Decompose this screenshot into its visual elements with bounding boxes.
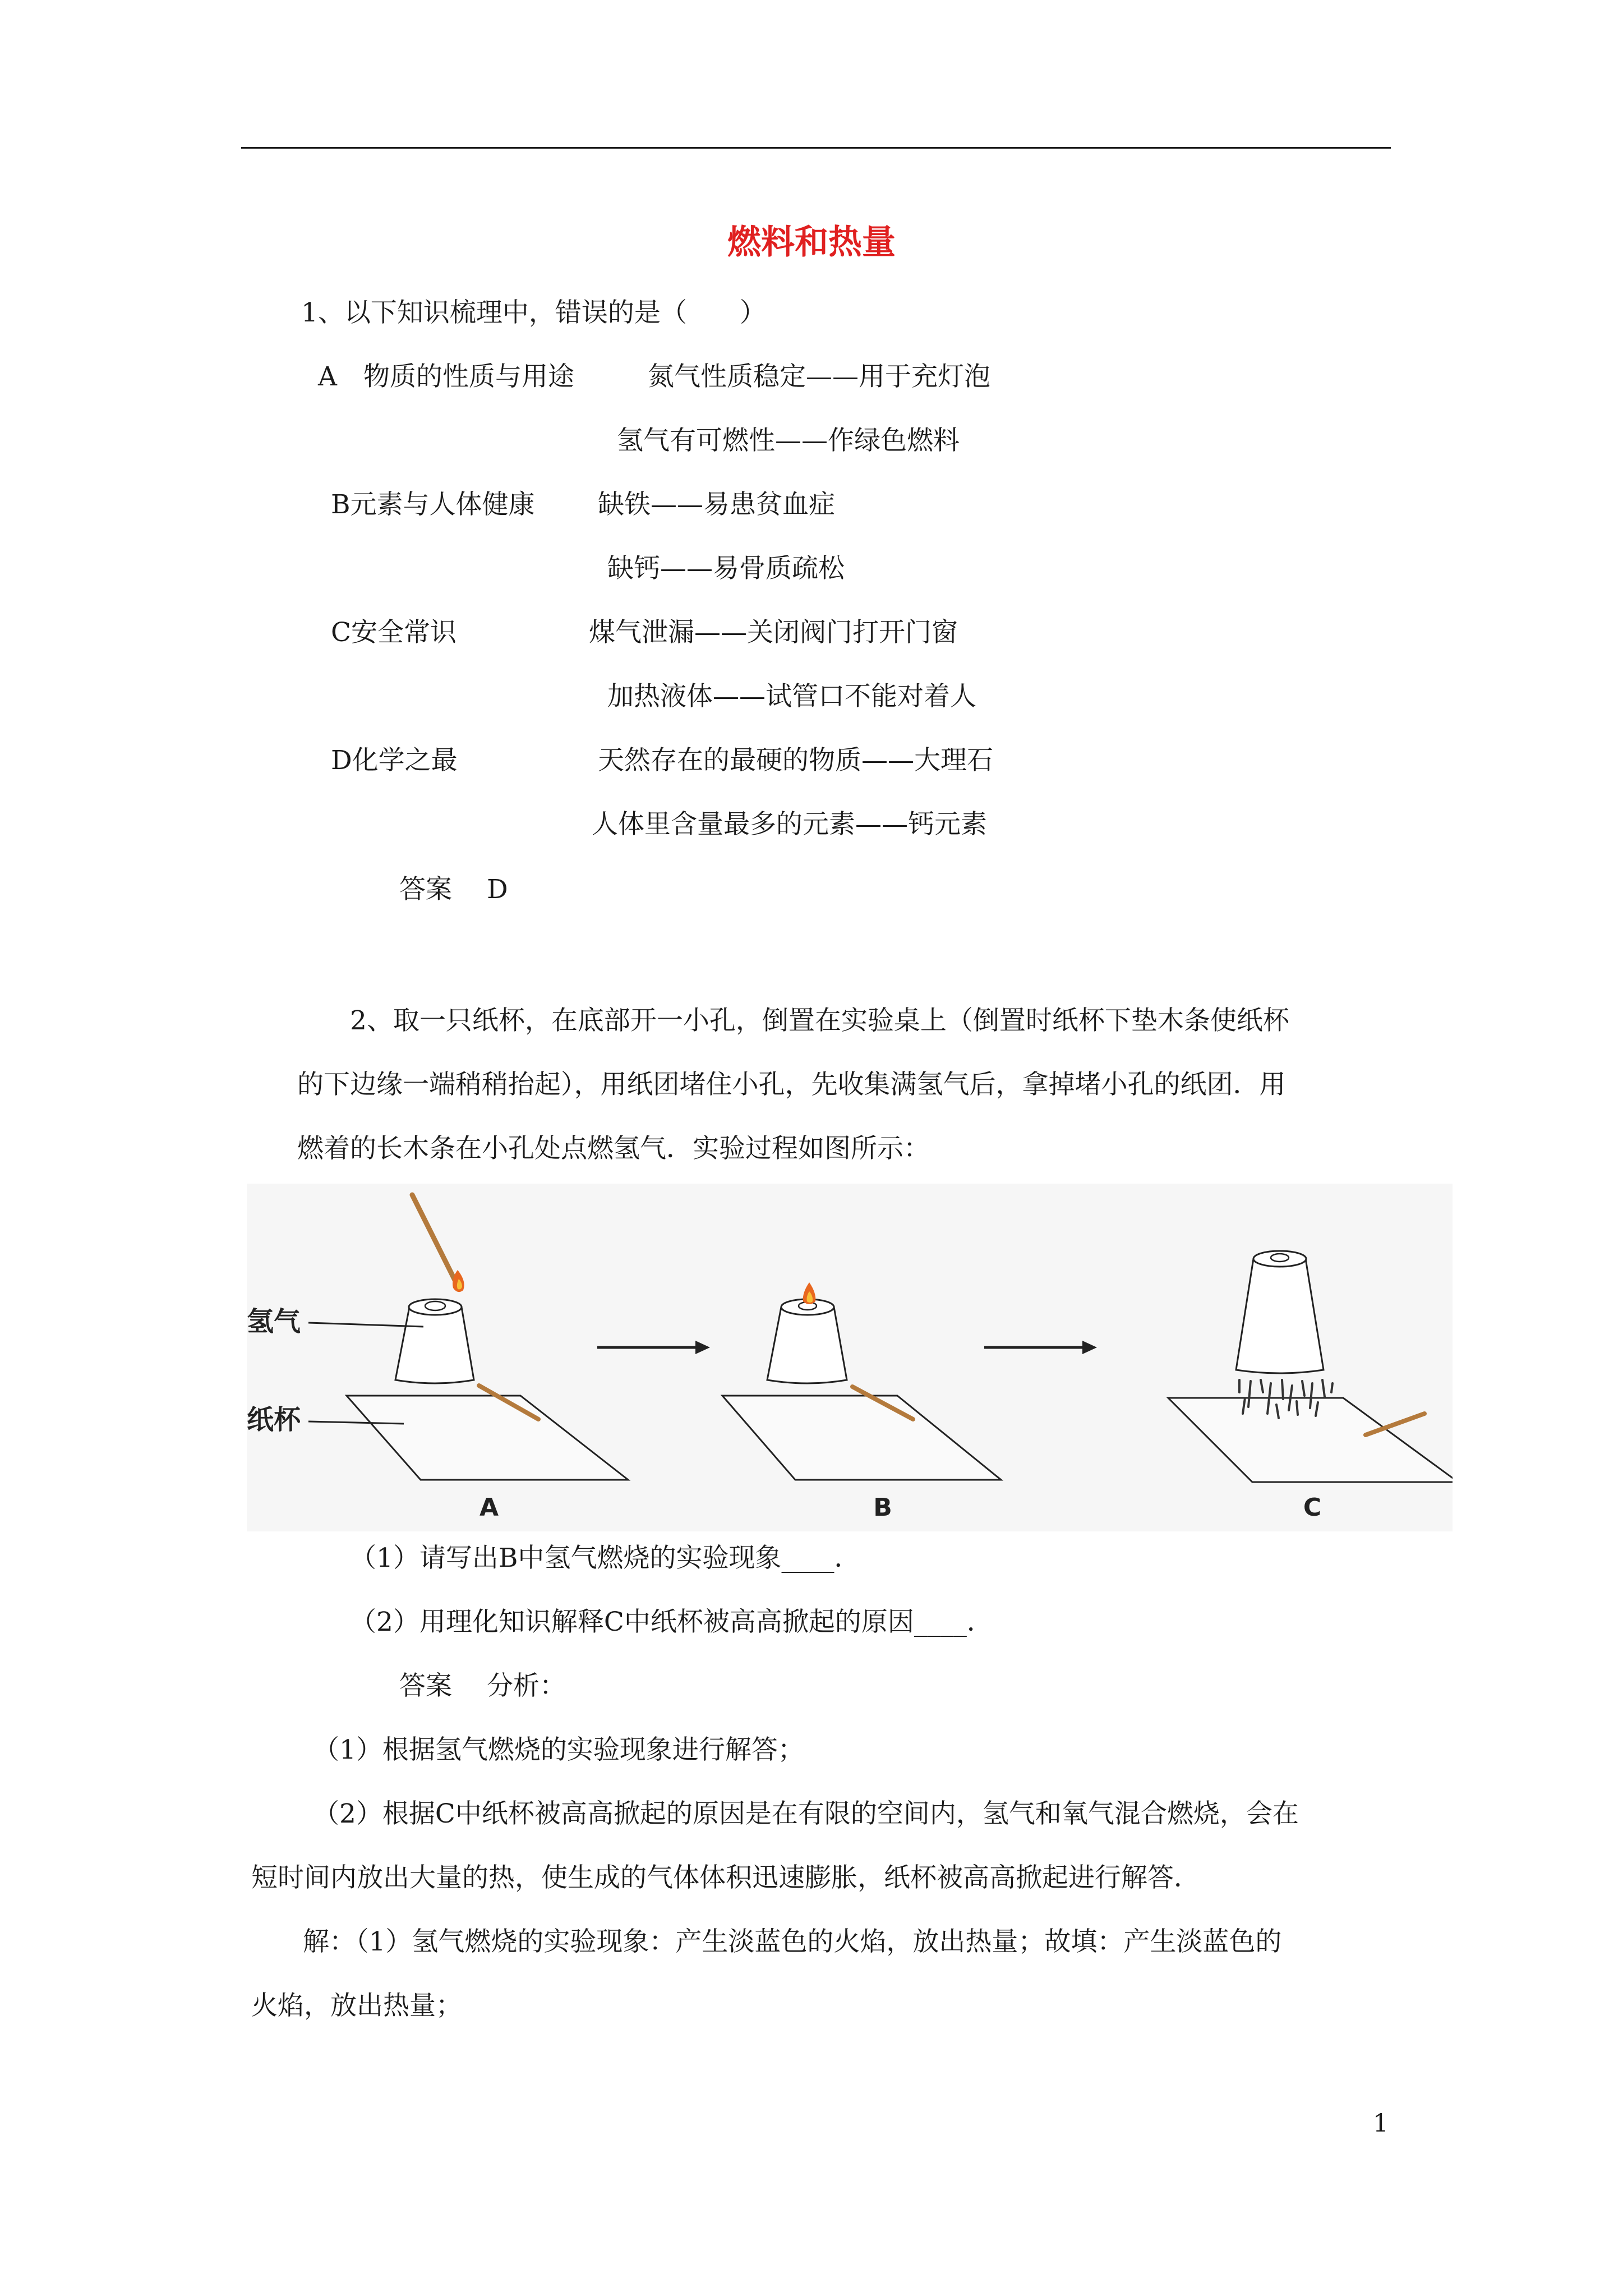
q1-option-a-line1: 氮气性质稳定——用于充灯泡 (648, 361, 990, 392)
page-title: 燃料和热量 (727, 223, 896, 262)
q1-option-b-label: B元素与人体健康 (331, 489, 535, 520)
q2-solution-line1: 解：（1）氢气燃烧的实验现象：产生淡蓝色的火焰，放出热量；故填：产生淡蓝色的 (303, 1926, 1282, 1957)
page-number: 1 (1373, 2109, 1389, 2138)
panel-c-cup-hole (1271, 1254, 1289, 1262)
q1-option-c-line2: 加热液体——试管口不能对着人 (607, 681, 976, 712)
q2-stem-line3: 燃着的长木条在小孔处点燃氢气．实验过程如图所示： (297, 1133, 930, 1164)
experiment-figure (247, 1184, 1453, 1531)
q2-sub1: （1）请写出B中氢气燃烧的实验现象____． (350, 1543, 861, 1573)
q2-analysis2-line1: （2）根据C中纸杯被高高掀起的原因是在有限的空间内，氢气和氧气混合燃烧，会在 (313, 1798, 1299, 1829)
q1-option-a-line2: 氢气有可燃性——作绿色燃料 (617, 425, 960, 456)
q2-answer-head: 答案 分析： (399, 1671, 566, 1701)
figure-label-cup: 纸杯 (247, 1404, 301, 1435)
panel-label-b: B (873, 1493, 892, 1522)
q1-option-c-label: C安全常识 (331, 617, 457, 648)
q1-option-a-label: A 物质的性质与用途 (318, 361, 574, 392)
q1-option-c-line1: 煤气泄漏——关闭阀门打开门窗 (589, 617, 958, 648)
panel-label-a: A (479, 1493, 499, 1522)
header-rule (241, 147, 1391, 149)
q2-stem-line2: 的下边缘一端稍稍抬起），用纸团堵住小孔，先收集满氢气后，拿掉堵小孔的纸团．用 (297, 1069, 1286, 1100)
q2-sub2: （2）用理化知识解释C中纸杯被高高掀起的原因____． (350, 1607, 993, 1637)
q1-answer: 答案 D (399, 874, 508, 905)
q2-analysis1: （1）根据氢气燃烧的实验现象进行解答； (313, 1734, 804, 1765)
q1-option-d-label: D化学之最 (331, 745, 458, 776)
figure-label-hydrogen: 氢气 (247, 1306, 301, 1337)
q2-solution-line2: 火焰，放出热量； (251, 1990, 462, 2021)
q1-stem: 1、以下知识梳理中，错误的是（ ） (301, 297, 766, 328)
panel-b-cup (767, 1307, 847, 1383)
q1-option-b-line2: 缺钙——易骨质疏松 (607, 553, 845, 584)
q1-option-d-line2: 人体里含量最多的元素——钙元素 (592, 809, 987, 840)
panel-a-cup (395, 1307, 474, 1383)
q2-stem-line1: 2、取一只纸杯，在底部开一小孔，倒置在实验桌上（倒置时纸杯下垫木条使纸杯 (350, 1005, 1289, 1036)
q2-analysis2-line2: 短时间内放出大量的热，使生成的气体体积迅速膨胀，纸杯被高高掀起进行解答． (251, 1862, 1200, 1893)
panel-label-c: C (1303, 1493, 1322, 1522)
q1-option-b-line1: 缺铁——易患贫血症 (598, 489, 835, 520)
panel-a-cup-hole (425, 1301, 445, 1310)
q1-option-d-line1: 天然存在的最硬的物质——大理石 (598, 745, 993, 776)
